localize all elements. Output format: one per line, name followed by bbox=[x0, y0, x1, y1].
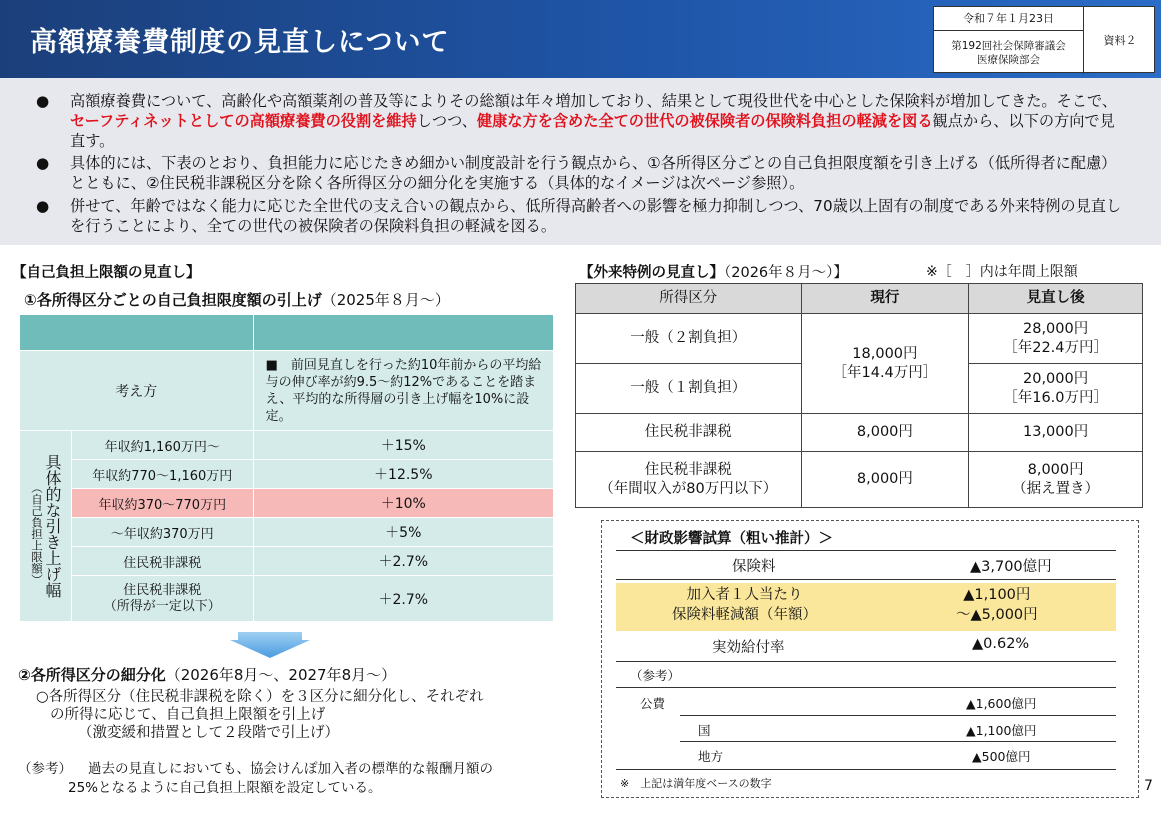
page-number: 7 bbox=[1144, 778, 1153, 794]
reference-label: （参考） bbox=[630, 668, 681, 683]
intro-bullet-1: ● 高額療養費について、高齢化や高額薬剤の普及等によりその総額は年々増加しており、結果として現役世代を中心とした保険料が増加してきた。そこで、セーフティネットとしての高額療養費の役割を維持しつつ、健康な方を含めた全ての世代の被保険者の保険料負担の軽減を図る観点から、以下の方向で見直す。 bbox=[36, 92, 1118, 150]
concept-label: 考え方 bbox=[20, 351, 254, 431]
revised-amount: 20,000円 ［年16.0万円］ bbox=[969, 364, 1143, 414]
doc-number: 資料２ bbox=[1103, 34, 1137, 47]
divider bbox=[680, 715, 1116, 716]
committee-name: 第192回社会保障審議会 医療保険部会 bbox=[934, 31, 1084, 74]
col-header: 所得区分 bbox=[576, 284, 802, 314]
page-title: 高額療養費制度の見直しについて bbox=[30, 27, 450, 58]
increase-value: ＋10% bbox=[253, 489, 553, 518]
bullet-icon: ● bbox=[36, 154, 50, 172]
meeting-date: 令和７年１月23日 bbox=[934, 7, 1084, 31]
benefit-rate-value: ▲0.62% bbox=[972, 636, 1030, 652]
intro-bullet-2: ● 具体的には、下表のとおり、負担能力に応じたきめ細かい制度設計を行う観点から、①各所得区分ごとの自己負担限度額を引き上げる（低所得者に配慮）とともに、②住民税非課税区分を除く各所得区分の細分化を実施する（具体的なイメージは次ページ参照）。 bbox=[36, 154, 1117, 192]
bullet-icon: ● bbox=[36, 197, 50, 215]
bullet-icon: ● bbox=[36, 92, 50, 110]
increase-value: ＋2.7% bbox=[253, 547, 553, 576]
down-arrow-icon bbox=[230, 632, 310, 658]
table-header-cell bbox=[20, 315, 254, 351]
col-header: 現行 bbox=[801, 284, 969, 314]
reference-note: （参考） 過去の見直しにおいても、協会けんぽ加入者の標準的な報酬月額の 25%となるように自己負担上限額を設定している。 bbox=[18, 761, 493, 796]
section1-title: ①各所得区分ごとの自己負担限度額の引上げ（2025年８月～） bbox=[24, 291, 450, 309]
col-header: 見直し後 bbox=[969, 284, 1143, 314]
vertical-label: （自己負担上限額） 具体的な引き上げ幅 bbox=[20, 431, 72, 622]
income-class: 一般（１割負担） bbox=[576, 364, 802, 414]
per-person-label: 加入者１人当たり 保険料軽減額（年額） bbox=[672, 587, 817, 623]
document-meta-box bbox=[933, 6, 1155, 73]
public-value: ▲1,600億円 bbox=[966, 696, 1037, 711]
income-class: 住民税非課税 bbox=[576, 414, 802, 452]
divider bbox=[680, 741, 1116, 742]
divider bbox=[616, 687, 1116, 688]
current-amount: 8,000円 bbox=[801, 414, 969, 452]
income-tier-label: ～年収約370万円 bbox=[71, 518, 253, 547]
revised-amount: 28,000円 ［年22.4万円］ bbox=[969, 314, 1143, 364]
increase-value: ＋12.5% bbox=[253, 460, 553, 489]
divider bbox=[616, 550, 1116, 551]
divider bbox=[616, 579, 1116, 580]
intro-bullet-3: ● 併せて、年齢ではなく能力に応じた全世代の支え合いの観点から、低所得高齢者への影響を極力抑制しつつ、70歳以上固有の制度である外来特例の見直しを行うことにより、全ての世代の被保険者の保険料負担の軽減を図る。 bbox=[36, 197, 1122, 235]
income-class: 住民税非課税 （年間収入が80万円以下） bbox=[576, 452, 802, 508]
per-person-value: ▲1,100円 ～▲5,000円 bbox=[956, 587, 1038, 623]
increase-value: ＋2.7% bbox=[253, 576, 553, 622]
right-heading: 【外来特例の見直し】（2026年８月～）】 bbox=[579, 265, 848, 281]
income-tier-label: 年収約370～770万円 bbox=[71, 489, 253, 518]
income-tier-label: 年収約770～1,160万円 bbox=[71, 460, 253, 489]
annual-cap-note: ※［ ］内は年間上限額 bbox=[926, 264, 1078, 280]
income-tier-label: 年収約1,160万円～ bbox=[71, 431, 253, 460]
revised-amount: 8,000円 （据え置き） bbox=[969, 452, 1143, 508]
section2-text: ○各所得区分（住民税非課税を除く）を３区分に細分化し、それぞれ の所得に応じて、自己負担上限額を引上げ （激変緩和措置として２段階で引上げ） bbox=[36, 689, 484, 741]
increase-value: ＋5% bbox=[253, 518, 553, 547]
section2-title: ②各所得区分の細分化（2026年8月～、2027年8月～） bbox=[18, 666, 397, 684]
national-value: ▲1,100億円 bbox=[966, 723, 1037, 738]
finance-title: ＜財政影響試算（粗い推計）＞ bbox=[630, 531, 833, 547]
table-header-cell bbox=[253, 315, 553, 351]
current-amount: 18,000円 ［年14.4万円］ bbox=[801, 314, 969, 414]
financial-impact-box bbox=[601, 520, 1139, 798]
income-tier-label: 住民税非課税 （所得が一定以下） bbox=[71, 576, 253, 622]
national-label: 国 bbox=[698, 723, 711, 738]
outpatient-special-table bbox=[575, 283, 1143, 508]
benefit-rate-label: 実効給付率 bbox=[712, 640, 785, 656]
revised-amount: 13,000円 bbox=[969, 414, 1143, 452]
finance-footnote: ※ 上記は満年度ベースの数字 bbox=[620, 777, 772, 790]
current-amount: 8,000円 bbox=[801, 452, 969, 508]
premium-label: 保険料 bbox=[732, 559, 776, 575]
local-label: 地方 bbox=[698, 749, 724, 764]
income-class: 一般（２割負担） bbox=[576, 314, 802, 364]
increase-table bbox=[19, 314, 554, 622]
increase-value: ＋15% bbox=[253, 431, 553, 460]
local-value: ▲500億円 bbox=[972, 749, 1031, 764]
left-heading: 【自己負担上限額の見直し】 bbox=[12, 265, 201, 281]
premium-value: ▲3,700億円 bbox=[970, 559, 1052, 575]
public-label: 公費 bbox=[640, 696, 666, 711]
income-tier-label: 住民税非課税 bbox=[71, 547, 253, 576]
divider bbox=[616, 769, 1116, 770]
divider bbox=[616, 661, 1116, 662]
concept-text: ■ 前回見直しを行った約10年前からの平均給与の伸び率が約9.5～約12%であることを踏まえ、平均的な所得層の引き上げ幅を10%に設定。 bbox=[253, 351, 553, 431]
